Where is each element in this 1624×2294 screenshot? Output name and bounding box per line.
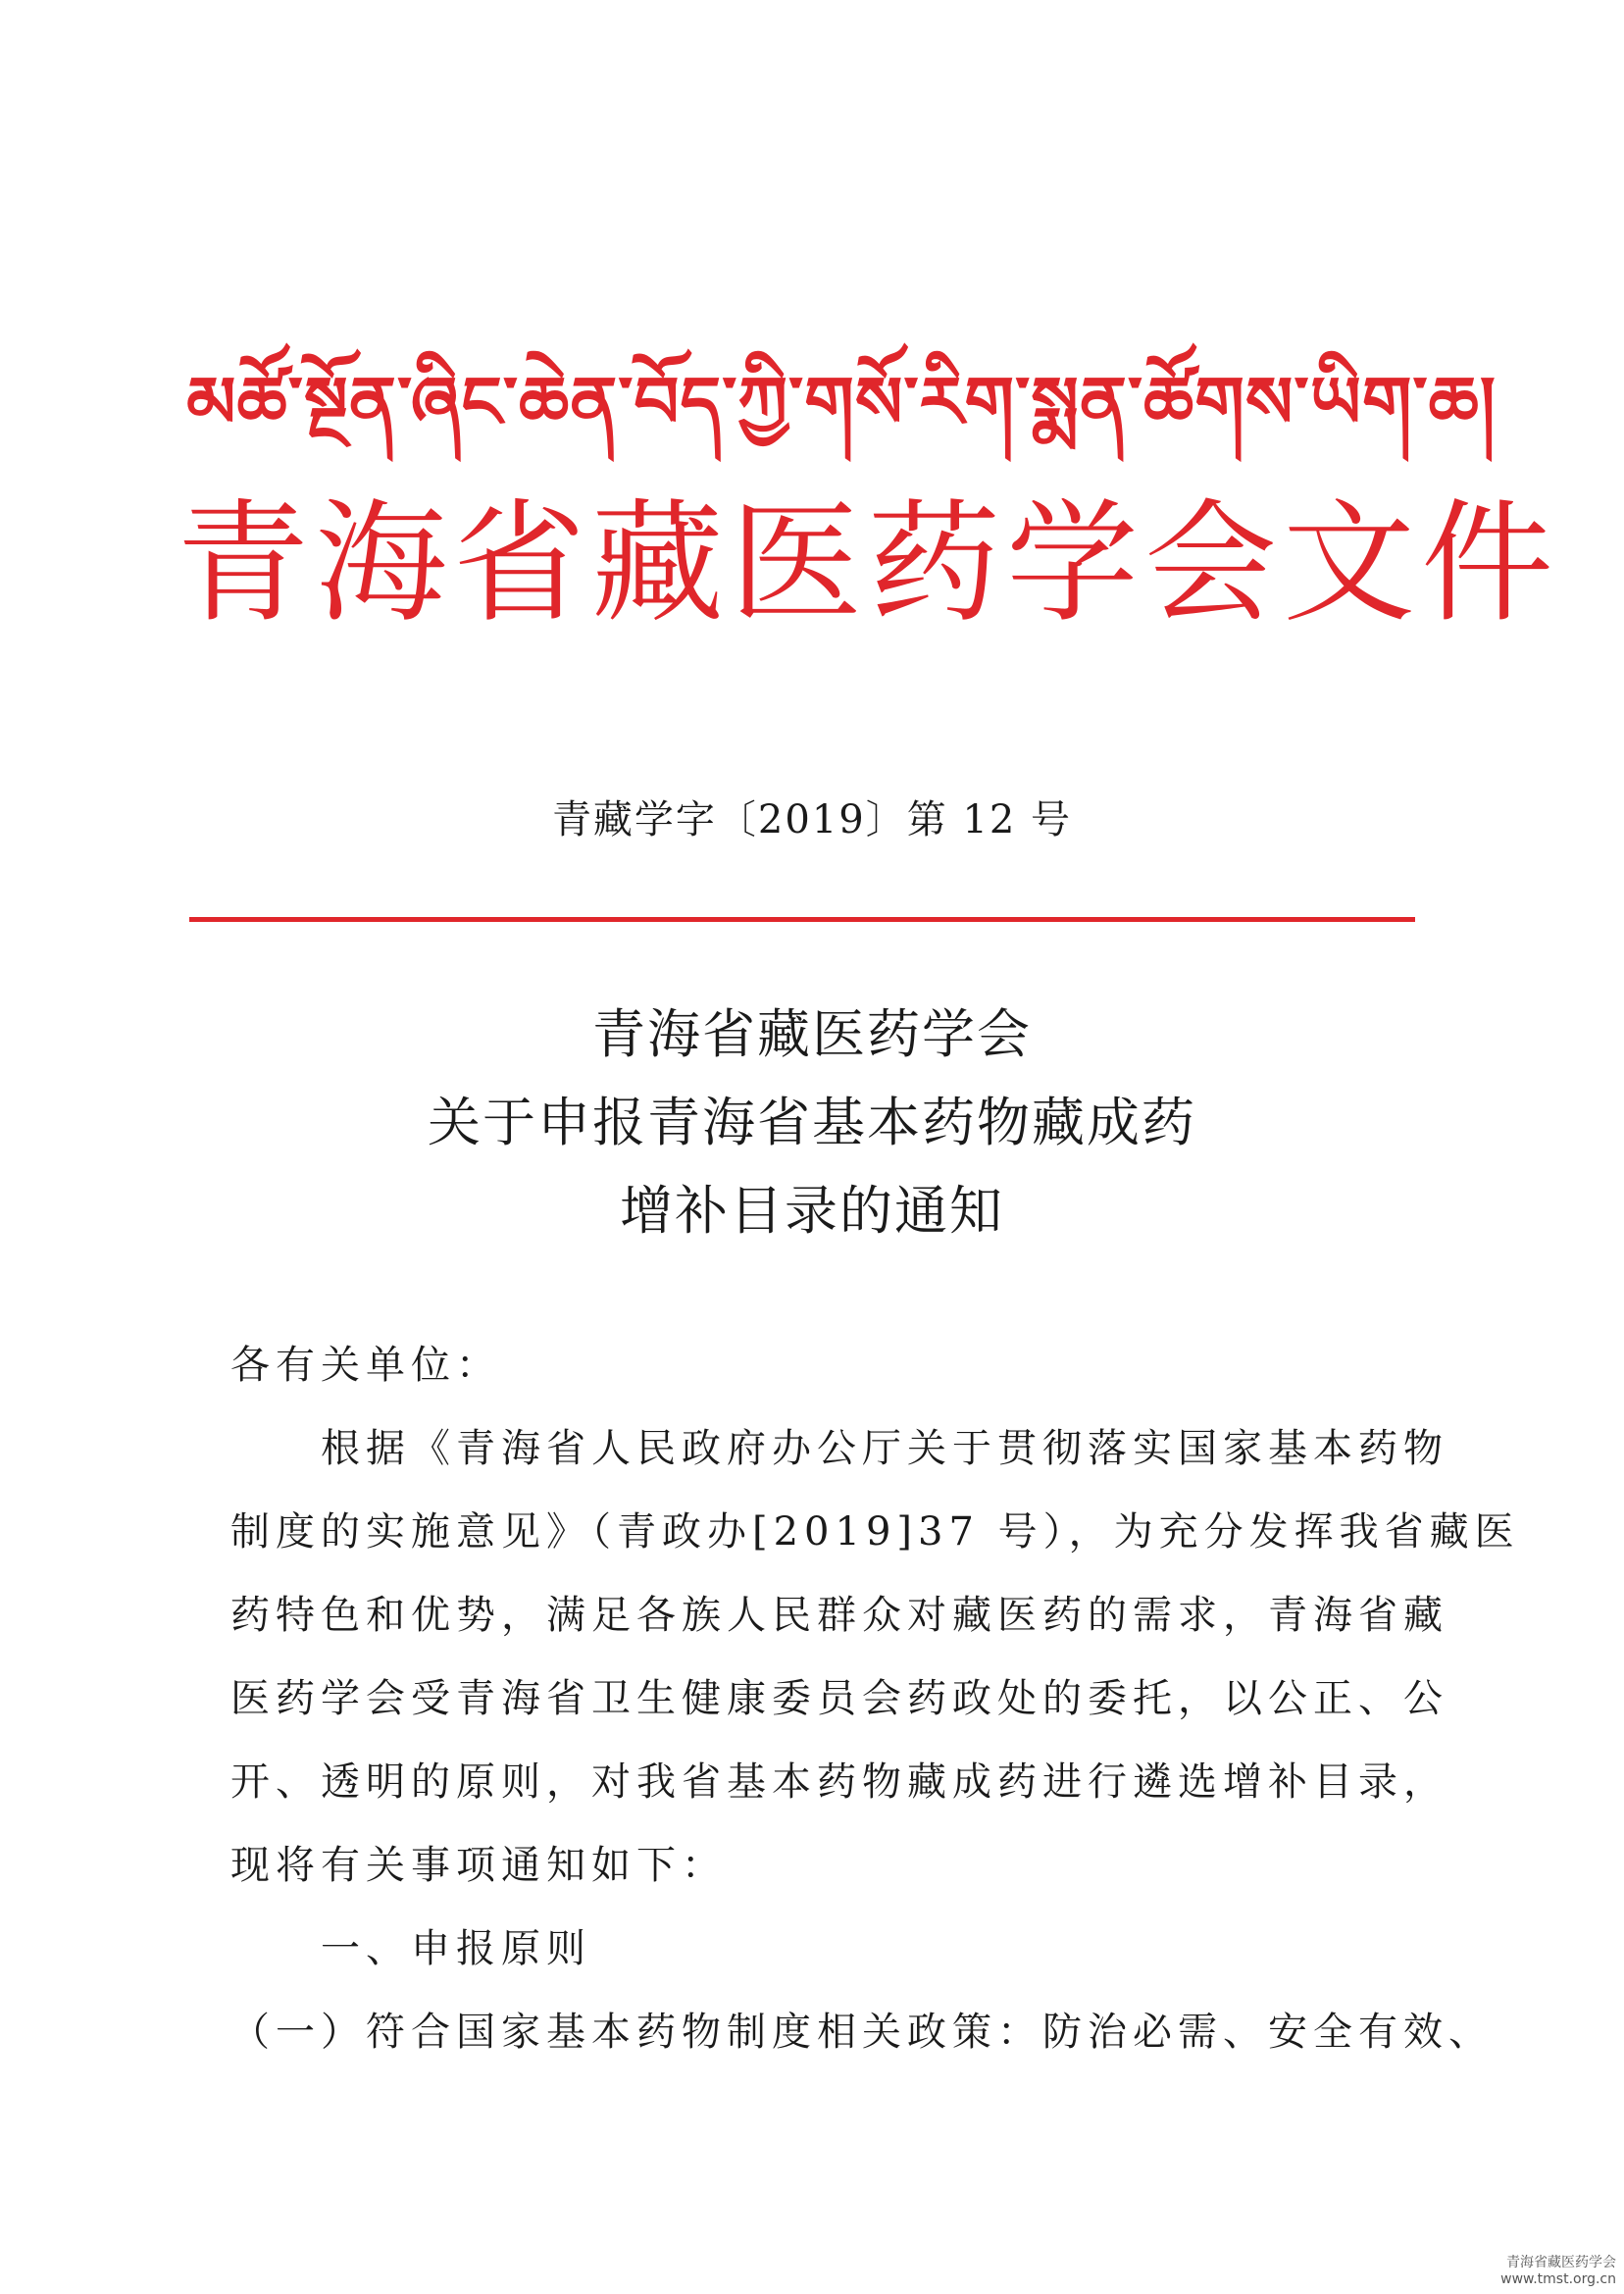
notice-title-line-1: 青海省藏医药学会 <box>592 1003 1032 1065</box>
body-line: 医药学会受青海省卫生健康委员会药政处的委托，以公正、公 <box>230 1676 1448 1721</box>
section-heading-principles: 一、申报原则 <box>230 1926 591 1971</box>
body-line: 制度的实施意见》（青政办[2019]37 号），为充分发挥我省藏医 <box>230 1509 1520 1555</box>
red-divider-line <box>189 917 1415 922</box>
body-line: 根据《青海省人民政府办公厅关于贯彻落实国家基本药物 <box>230 1426 1448 1471</box>
document-number: 青藏学字〔2019〕第 12 号 <box>551 797 1073 842</box>
item-one: （一）符合国家基本药物制度相关政策：防治必需、安全有效、 <box>230 2010 1494 2055</box>
notice-title-line-2: 关于申报青海省基本药物藏成药 <box>428 1092 1196 1153</box>
notice-title <box>0 991 1624 1255</box>
salutation: 各有关单位： <box>230 1343 501 1388</box>
watermark-site-name: 青海省藏医药学会 <box>1506 2255 1616 2270</box>
body-line: 现将有关事项通知如下： <box>230 1843 727 1888</box>
body-line: 药特色和优势，满足各族人民群众对藏医药的需求，青海省藏 <box>230 1593 1448 1638</box>
organization-document-title: 青海省藏医药学会文件 <box>177 486 1559 640</box>
body-line: 开、透明的原则，对我省基本药物藏成药进行遴选增补目录， <box>230 1759 1448 1805</box>
site-watermark <box>1500 2255 1616 2288</box>
watermark-site-url: www.tmst.org.cn <box>1500 2271 1616 2287</box>
notice-title-line-3: 增补目录的通知 <box>620 1180 1004 1242</box>
tibetan-header-title: མཚོ་སྔོན་ཞིང་ཆེན་བོད་ཀྱི་གསོ་རིག་སྨན་ཚོགས་ཡིག་ཆ། <box>186 361 1497 443</box>
